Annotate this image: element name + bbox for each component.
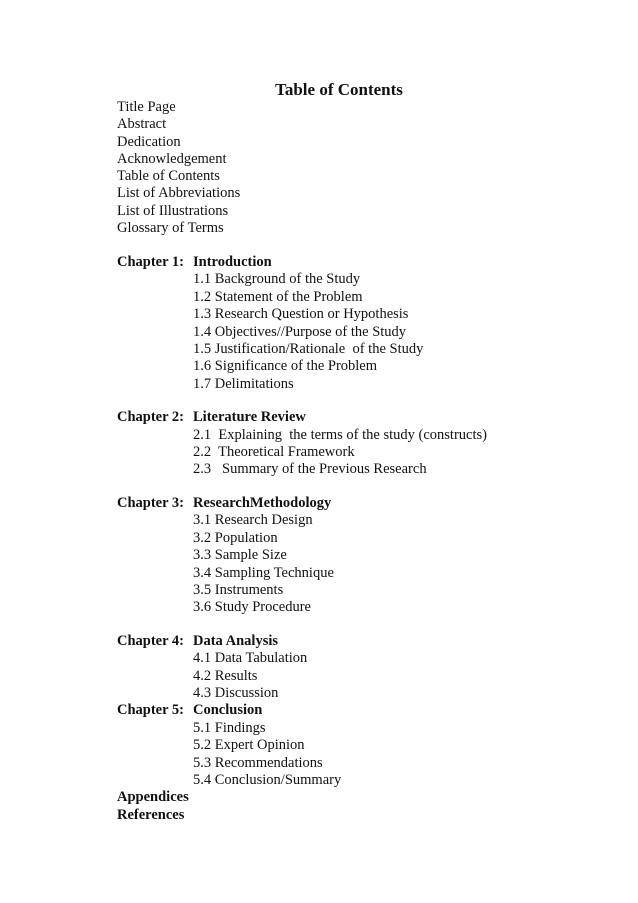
section-item: 3.2 Population (193, 529, 278, 546)
section-item: 1.7 Delimitations (193, 375, 294, 392)
chapter-5 (117, 702, 487, 789)
chapter-number: Chapter 3: (117, 494, 184, 511)
front-matter-item: Dedication (117, 133, 181, 150)
chapter-title: ResearchMethodology (193, 494, 332, 511)
chapter-4 (117, 633, 487, 703)
section-item: 2.2 Theoretical Framework (193, 444, 355, 461)
front-matter-list (117, 99, 240, 237)
section-item: 4.1 Data Tabulation (193, 650, 308, 667)
section-item: 3.6 Study Procedure (193, 599, 311, 616)
section-item: 5.4 Conclusion/Summary (193, 771, 342, 788)
front-matter-item: Abstract (117, 116, 167, 133)
front-matter-item: List of Illustrations (117, 202, 229, 219)
section-item: 1.6 Significance of the Problem (193, 358, 378, 375)
section-item: 5.1 Findings (193, 719, 266, 736)
chapter-number: Chapter 5: (117, 702, 184, 719)
chapter-1 (117, 254, 487, 393)
chapter-title: Conclusion (193, 702, 263, 719)
chapter-title: Introduction (193, 254, 272, 270)
page-title: Table of Contents (275, 80, 403, 99)
front-matter-item: Acknowledgement (117, 150, 227, 167)
section-item: 3.1 Research Design (193, 512, 313, 529)
front-matter-item: List of Abbreviations (117, 185, 241, 202)
section-item: 2.1 Explaining the terms of the study (constructs) (193, 426, 487, 443)
section-item: 3.5 Instruments (193, 581, 284, 598)
front-matter-item: Glossary of Terms (117, 220, 224, 237)
section-item: 1.4 Objectives//Purpose of the Study (193, 323, 407, 340)
section-item: 1.3 Research Question or Hypothesis (193, 306, 409, 323)
section-item: 1.1 Background of the Study (193, 271, 361, 288)
chapter-title: Data Analysis (193, 632, 279, 649)
section-item: 1.2 Statement of the Problem (193, 288, 363, 305)
chapter-number: Chapter 1: (117, 254, 184, 270)
section-item: 3.4 Sampling Technique (193, 564, 334, 581)
appendices-entry: Appendices (117, 789, 189, 806)
section-item: 5.2 Expert Opinion (193, 737, 305, 754)
chapter-title: Literature Review (193, 409, 306, 426)
chapter-2 (117, 409, 487, 479)
chapter-3 (117, 495, 487, 617)
section-item: 5.3 Recommendations (193, 754, 323, 771)
section-item: 1.5 Justification/Rationale of the Study (193, 341, 424, 358)
chapter-number: Chapter 4: (117, 632, 184, 649)
front-matter-item: Title Page (117, 99, 176, 115)
chapter-number: Chapter 2: (117, 409, 184, 426)
section-item: 4.3 Discussion (193, 684, 279, 701)
references-entry: References (117, 806, 185, 823)
section-item: 4.2 Results (193, 667, 258, 684)
chapters-list (117, 254, 487, 824)
section-item: 3.3 Sample Size (193, 547, 287, 564)
section-item: 2.3 Summary of the Previous Research (193, 461, 427, 478)
front-matter-item: Table of Contents (117, 168, 220, 185)
